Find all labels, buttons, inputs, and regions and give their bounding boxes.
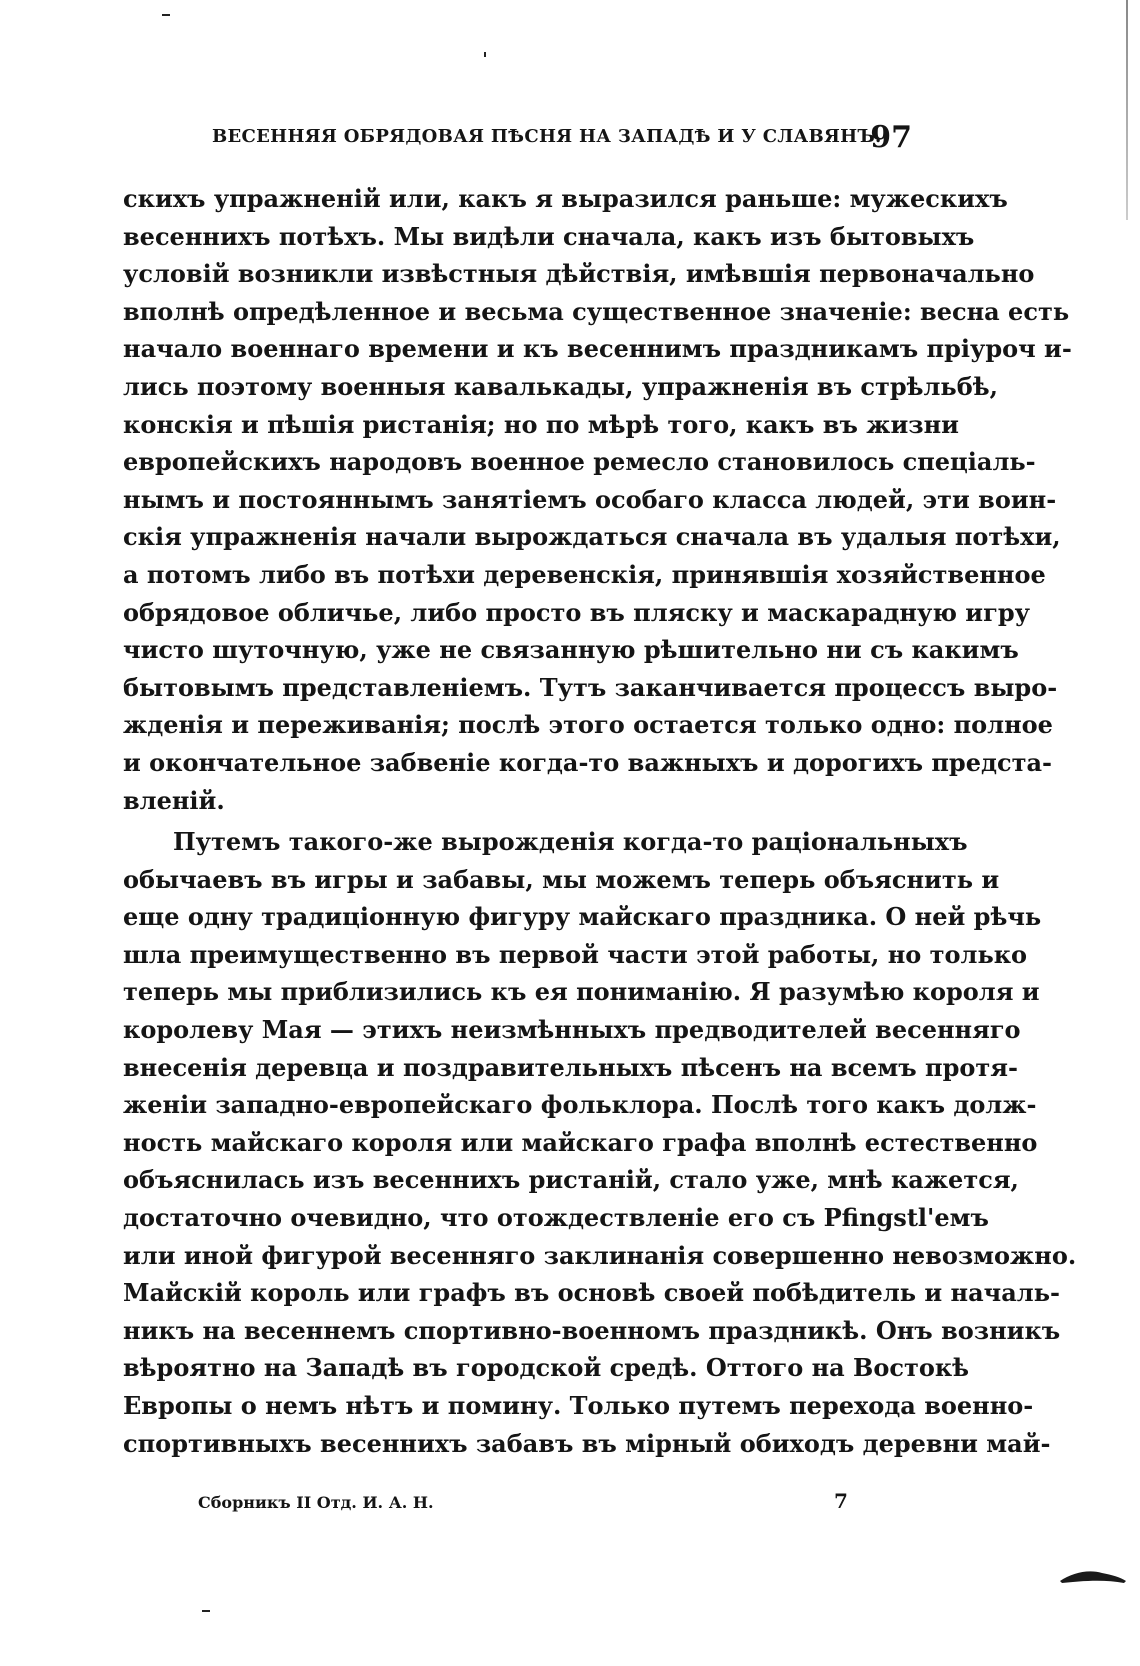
text-line: Европы о немъ нѣтъ и помину. Только путемъ перехода военно- [123,1391,1034,1420]
text-line: скихъ упражненій или, какъ я выразился раньше: мужескихъ [123,184,1008,213]
text-line: объяснилась изъ весеннихъ ристаній, стало уже, мнѣ кажется, [123,1165,1019,1195]
running-header [212,120,912,156]
text-line: обрядовое обличье, либо просто въ пляску и маскарадную игру [123,597,1030,627]
text-line: вполнѣ опредѣленное и весьма существенное значеніе: весна есть [123,296,1070,326]
text-line: королеву Мая — этихъ неизмѣнныхъ предводителей весенняго [123,1015,1021,1045]
text-line: спортивныхъ весеннихъ забавъ въ мірный обиходъ деревни май- [123,1428,1051,1458]
text-line: конскія и пѣшія ристанія; но по мѣрѣ того, какъ въ жизни [123,409,959,439]
text-line: скія упражненія начали вырождаться сначала въ удалыя потѣхи, [123,522,1061,552]
text-line: а потомъ либо въ потѣхи деревенскія, принявшія хозяйственное [123,559,1046,589]
page-footer [198,1489,858,1523]
text-line: или иной фигурой весенняго заклинанія совершенно невозможно. [123,1240,1077,1270]
text-line: Путемъ такого-же вырожденія когда-то раціональныхъ [173,827,968,857]
text-line: вленій. [123,785,225,815]
text-line: жденія и переживанія; послѣ этого остается только одно: полное [123,710,1053,740]
paragraph [123,823,1077,1462]
text-line: бытовымъ представленіемъ. Тутъ заканчивается процессъ выро- [123,672,1058,702]
page-number: 97 [870,120,912,155]
text-line: никъ на весеннемъ спортивно-военномъ праздникѣ. Онъ возникъ [123,1315,1061,1345]
text-line: Майскій король или графъ въ основѣ своей побѣдитель и началь- [123,1278,1060,1308]
ink-smudge [1058,1565,1128,1585]
text-line: теперь мы приблизились къ ея пониманію. Я разумѣю короля и [123,977,1040,1007]
text-line: ность майскаго короля или майскаго графа вполнѣ естественно [123,1127,1038,1157]
text-line: нымъ и постояннымъ занятіемъ особаго класса людей, эти воин- [123,484,1057,514]
text-line: вѣроятно на Западѣ въ городской средѣ. Оттого на Востокѣ [123,1353,970,1383]
text-line: достаточно очевидно, что отождествленіе его съ Pfingstl'емъ [123,1203,989,1233]
text-line: шла преимущественно въ первой части этой работы, но только [123,939,1028,969]
body-text [123,180,1077,1462]
text-line: условій возникли извѣстныя дѣйствія, имѣвшія первоначально [123,259,1035,289]
text-line: и окончательное забвеніе когда-то важныхъ и дорогихъ предста- [123,747,1052,777]
text-line: лись поэтому военныя кавалькады, упражненія въ стрѣльбѣ, [123,371,998,401]
signature-mark: 7 [834,1489,848,1513]
text-line: весеннихъ потѣхъ. Мы видѣли сначала, какъ изъ бытовыхъ [123,221,975,251]
text-line: начало военнаго времени и къ весеннимъ праздникамъ пріуроч и- [123,334,1072,364]
ink-speck [202,1610,210,1612]
ink-speck [162,14,170,16]
page-edge-shadow [1126,0,1128,220]
text-line: внесенія деревца и поздравительныхъ пѣсенъ на всемъ протя- [123,1052,1018,1082]
ink-speck [484,52,486,57]
paragraph [123,180,1072,819]
text-line: европейскихъ народовъ военное ремесло становилось спеціаль- [123,447,1036,477]
text-line: чисто шуточную, уже не связанную рѣшительно ни съ какимъ [123,635,1019,665]
text-line: еще одну традиціонную фигуру майскаго праздника. О ней рѣчь [123,902,1042,932]
text-line: женіи западно-европейскаго фольклора. Послѣ того какъ долж- [123,1090,1037,1120]
collection-note: Сборникъ II Отд. И. А. Н. [198,1493,434,1512]
running-title: ВЕСЕННЯЯ ОБРЯДОВАЯ ПѢСНЯ НА ЗАПАДѢ И У СЛАВЯНЪ. [212,126,882,147]
text-line: обычаевъ въ игры и забавы, мы можемъ теперь объяснить и [123,864,1000,894]
